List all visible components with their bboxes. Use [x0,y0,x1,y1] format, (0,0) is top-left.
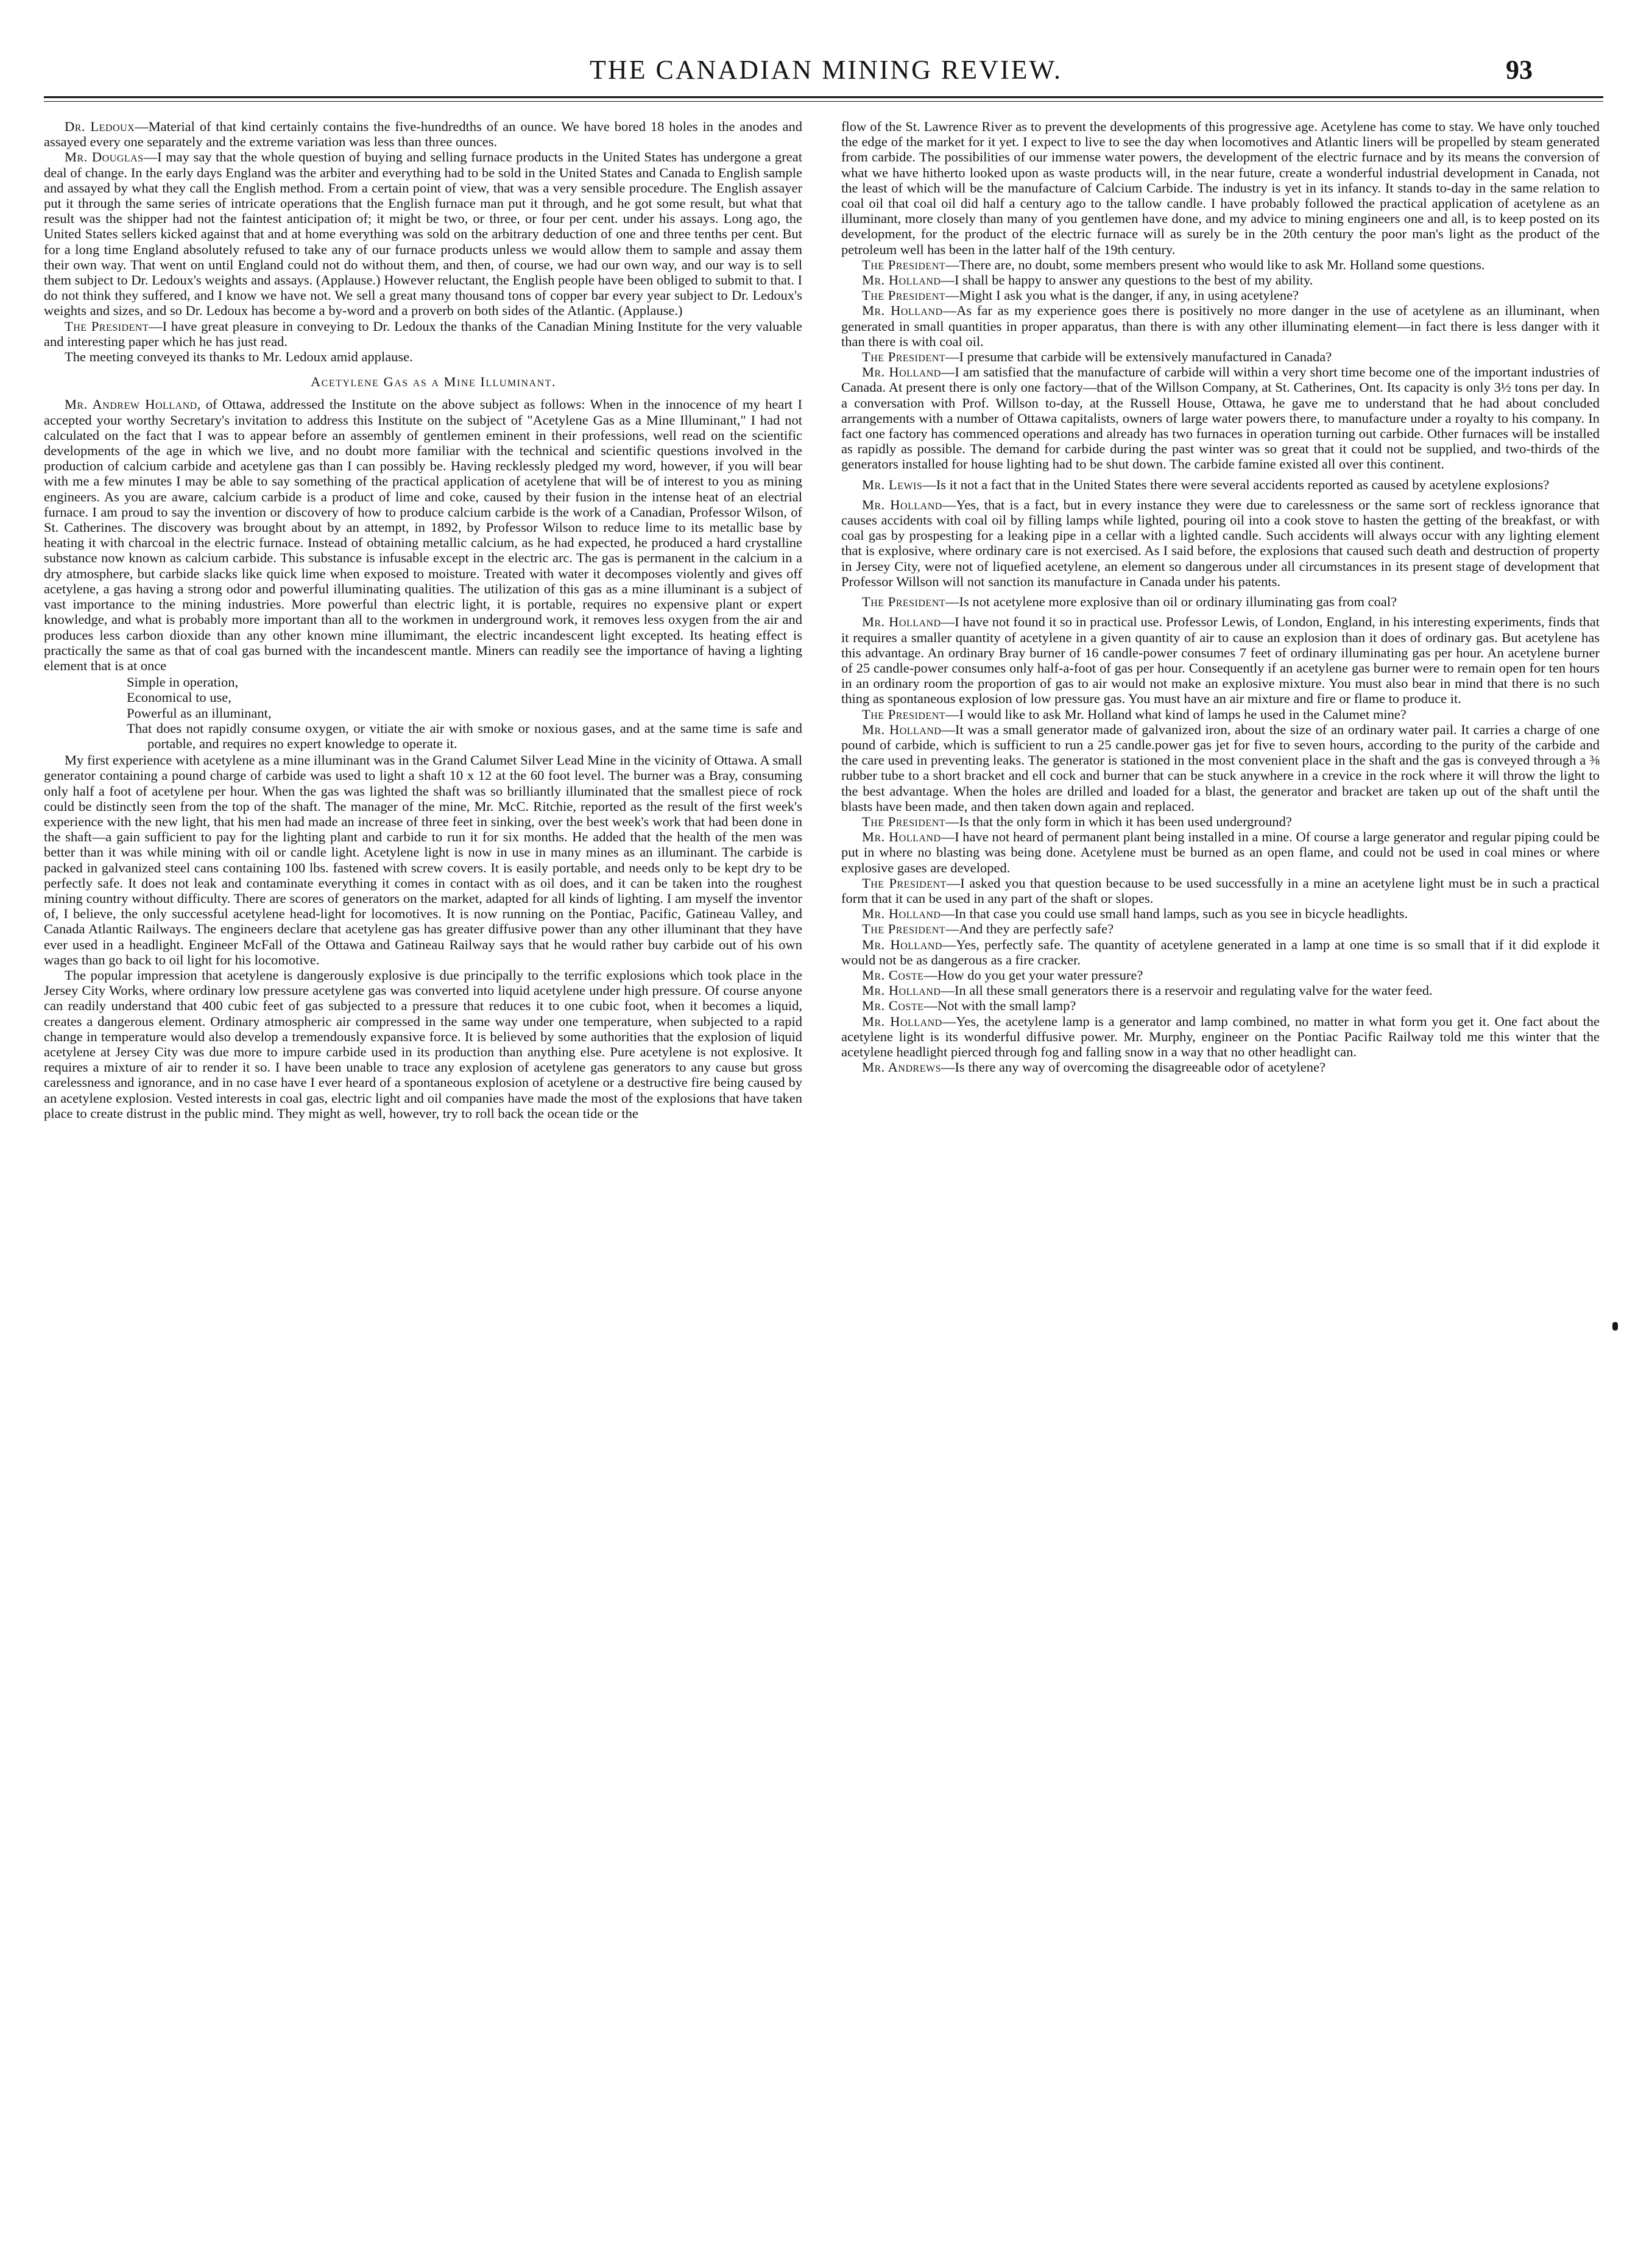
speaker: Mr. Holland [862,1013,942,1029]
paragraph [841,967,1600,983]
paragraph-text: —And they are perfectly safe? [945,921,1114,937]
paragraph-text: , of Ottawa, addressed the Institute on the above subject as follows: When in the innocence of my heart I accepted your worthy Secretary's invitation to address this Institute on the subject of "Acetylene Gas as a Mine Illuminant," I had not calculated on the fact that I was to appear before an assembly of gentlemen eminent in their professions, well read on the scientific developments of the age in which we live, and no doubt more familiar with the technical and scientific questions involved in the production of calcium carbide and acetylene gas than I can possibly be. Having recklessly pledged my word, however, if you will bear with me a few minutes I may be able to say something of the practical application of acetylene that will be of interest to you as mining engineers. As you are aware, calcium carbide is a product of lime and coke, caused by their fusion in the intense heat of an electrial furnace. I am proud to say the invention or discovery of how to produce calcium carbide is the work of a Canadian, Professor Wilson, of St. Catherines. The discovery was brought about by an attempt, in 1892, by Professor Wilson to reduce lime to its metallic base by heating it with charcoal in the electric furnace. Instead of obtaining metallic calcium, as he had expected, he produced a hard crystalline substance now known as calcium carbide. This substance is infusable except in the electric arc. The gas is permanent in the calcium in a dry atmosphere, but carbide slacks like quick lime when exposed to moisture. Treated with water it decomposes violently and gives off acetylene, a gas having a strong odor and powerful illuminating qualities. The utilization of this gas as a mine illuminant is a subject of vast importance to the mining industries. More powerful than electric light, it is portable, requires no expensive plant or expert knowledge, and what is probably more important than all to the workmen in underground work, it removes less oxygen from the air and produces less carbon dioxide than any other known mine illumimant, the electric incandescent light excepted. Its heating effect is practically the same as that of coal gas burned with the incandescent mantle. Miners can readily see the importance of having a lighting element that is at once [44,397,802,673]
speaker: Mr. Holland [862,497,942,512]
paragraph: The meeting conveyed its thanks to Mr. Ledoux amid applause. [65,349,413,365]
speaker: The President [862,594,946,610]
speaker: Mr. Coste [862,998,924,1014]
paragraph-text: —I would like to ask Mr. Holland what kind of lamps he used in the Calumet mine? [945,706,1407,722]
paragraph-text: —Yes, that is a fact, but in every instance they were due to carelessness or the same sort of reckless ignorance that causes accidents with coal oil by filling lamps while lighted, pouring oil into a cook stove to hasten the getting of the breakfast, or with coal gas by prospesting for a leaking pipe in a cellar with a lighted candle. Such accidents will always occur with any lighting element that is explosive, where ordinary care is not exercised. As I said before, the explosions that caused such death and destruction of property in Jersey City, were not of liquefied acetylene, an element so dangerous under all circumstances in its present stage of development that Professor Willson will not sanction its manufacture in Canada under his patents. [841,497,1600,589]
speaker: Dr. Ledoux [65,119,135,134]
header-rule [44,96,1603,98]
paragraph [841,257,1600,272]
speaker: The President [862,921,946,937]
paragraph: flow of the St. Lawrence River as to prevent the developments of this progressive age. Acetylene has come to stay. We have only touched the edge of the market for it yet. I expect to live to see the day when locomotives and Atlantic liners will be propelled by steam generated from carbide. The possibilities of our immense water powers, the development of the electric furnace and by its means the conversion of what we have hitherto looked upon as waste products will, in the near future, create a wonderful industrial development in Canada, not the least of which will be the manufacture of Calcium Carbide. The industry is yet in its infancy. It stands to-day in the same relation to coal oil that coal oil did half a century ago to the tallow candle. I have probably followed the practical application of acetylene as an illuminant, more closely than many of you gentlemen have done, and my advice to mining engineers one and all, is to keep posted on its development, for the product of the electric furnace will as surely be in the 20th century the poor man's light as the product of the petroleum well has been in the latter half of the 19th century. [841,119,1600,257]
list-item: Powerful as an illuminant, [127,705,272,721]
paragraph: The popular impression that acetylene is dangerously explosive is due principally to the terrific explosions which took place in the Jersey City Works, where ordinary low pressure acetylene gas was converted into liquid acetylene under high pressure. Of course anyone can readily understand that 400 cubic feet of gas subjected to a pressure that reduces it to one cubic foot, when it becomes a liquid, creates a dangerous element. Ordinary atmospheric air compressed in the same way under one temperature, when subjected to a rapid change in temperature would also develop a tremendously expansive force. It is believed by some authorities that the explosion of liquid acetylene at Jersey City was due more to impure carbide used in its production than anything else. Pure acetylene is not explosive. It requires a mixture of air to render it so. I have been unable to trace any explosion of acetylene gas generators to any cause but gross carelessness and ignorance, and in no case have I ever heard of a spontaneous explosion of acetylene or a destructive fire being caused by an acetylene explosion. Vested interests in coal gas, electric light and oil companies have made the most of the explosions that have taken place to create distrust in the public mind. They might as well, however, try to roll back the ocean tide or the [44,967,802,1121]
paragraph-text: —Yes, the acetylene lamp is a generator and lamp combined, no matter in what form you get it. One fact about the acetylene light is its wonderful diffusive power. Mr. Murphy, engineer on the Pontiac Pacific Railway told me this winter that the acetylene headlight pierced through fog and falling snow in a way that no other headlight can. [841,1013,1600,1059]
speaker: Mr. Holland [862,829,941,845]
list-item: Economical to use, [127,690,231,705]
speaker: Mr. Andrew Holland [65,397,197,412]
paragraph [841,1014,1600,1060]
paragraph-text: —I shall be happy to answer any questions to the best of my ability. [941,272,1313,288]
speaker: Mr. Holland [862,906,941,922]
left-column [44,119,802,2242]
paragraph [44,119,802,149]
speaker: The President [862,813,946,829]
list-item: Simple in operation, [127,674,239,690]
paragraph-text: —I have not found it so in practical use. Professor Lewis, of London, England, in his interesting experiments, finds that it requires a smaller quantity of acetylene in a given quantity of air to cause an explosion than it does of ordinary gas. But acetylene has this advantage. An ordinary Bray burner of 16 candle-power consumes 7 feet of ordinary illuminating gas per hour. An acetylene burner of 25 candle-power consumes only half-a-foot of gas per hour. Consequently if an acetylene gas burner were to remain open for ten hours in an ordinary room the proportion of gas to air would not make an explosive mixture. You must also bear in mind that there is no such thing as spontaneous explosion of low pressure gas. You must have an air mixture and fire or flame to produce it. [841,614,1600,707]
speaker: The President [862,349,946,365]
margin-ink-mark [1612,1322,1618,1331]
paragraph [841,998,1600,1013]
speaker: The President [862,288,946,303]
paragraph [841,921,1600,936]
paragraph-text: —I may say that the whole question of buying and selling furnace products in the United States has undergone a great deal of change. In the early days England was the arbiter and everything had to be sold in the United States and Canada to English sample and assayed by what they call the English method. From a certain point of view, that was a very sensible procedure. The English assayer put it through the same series of intricate operations that the English furnace man put it through, and he got some result, but what that result was the shipper had not the faintest anticipation of; it might be two, or three, or four per cent. under his assays. Long ago, the United States sellers kicked against that and at home everything was sold on the arbitrary deduction of one and three tenths per cent. But for a long time England absolutely refused to take any of our furnace products unless we would allow them to sample and assay them their own way. That went on until England could not do without them, and then, of course, we had our own way, and our way is to sell them subject to Dr. Ledoux's weights and assays. (Applause.) However reluctant, the English people have been obliged to submit to that. I do not think they suffered, and I know we have not. We sell a great many thousand tons of copper bar every year subject to Dr. Ledoux's weights and sizes, and so Dr. Ledoux has become a by-word and a proverb on both sides of the Atlantic. (Applause.) [44,149,802,319]
paragraph-text: —Is it not a fact that in the United States there were several accidents reported as caused by acetylene explosions? [922,476,1550,492]
paragraph [841,477,1600,492]
paragraph-text: —I asked you that question because to be used successfully in a mine an acetylene light must be in such a practical form that it can be used in any part of the shaft or slopes. [841,875,1600,906]
paragraph-text: —It was a small generator made of galvanized iron, about the size of an ordinary water pail. It carries a charge of one pound of carbide, which is sufficient to run a 25 candle.power gas jet for five to seven hours, according to the purity of the carbide and the care used in preventing leaks. The generator is stationed in the most convenient place in the shaft and the gas is conveyed through a ⅜ rubber tube to a short bracket and ell cock and burner that can be stuck anywhere in a crevice in the rock where it will throw the light to the best advantage. When the holes are drilled and loaded for a blast, the generator and bracket are taken up out of the shaft until the blasts have been made, and then taken down again and replaced. [841,721,1600,814]
paragraph [841,983,1600,998]
paragraph [841,1059,1600,1075]
paragraph-text: —I presume that carbide will be extensively manufactured in Canada? [945,349,1332,365]
speaker: Mr. Holland [862,303,943,319]
speaker: Mr. Holland [862,272,941,288]
speaker: Mr. Holland [862,983,941,999]
paragraph [841,875,1600,906]
paragraph-text: —I am satisfied that the manufacture of carbide will within a very short time become one of the important industries of Canada. At present there is only one factory—that of the Willson Company, at St. Catherines, Ont. Its capacity is only 3½ tons per day. In a conversation with Prof. Willson to-day, at the Russell House, Ottawa, he gave me to understand that he had about concluded arrangements with a number of Ottawa capitalists, owners of large water powers there, to manufacture under a royalty to his company. In fact one factory has commenced operations and already has two furnaces in operation turning out carbide. Other furnaces will be installed as rapidly as possible. The demand for carbide during the past winter was so great that it could not be supplied, and two-thirds of the generators installed for house lighting had to be shut down. The carbide famine existed all over this continent. [841,364,1600,472]
paragraph-text: —Is not acetylene more explosive than oil or ordinary illuminating gas from coal? [945,594,1397,610]
list-item: That does not rapidly consume oxygen, or vitiate the air with smoke or noxious gases, and at the same time is safe and portable, and requires no expert knowledge to operate it. [127,720,802,751]
paragraph-text: —As far as my experience goes there is positively no more danger in the use of acetylene as an illuminant, when generated in small quantities in proper apparatus, than there is with any other illuminating element—in fact there is less danger with it than there is with coal oil. [841,303,1600,349]
qualities-list [127,674,802,751]
paragraph [841,364,1600,472]
paragraph [841,349,1600,364]
speaker: Mr. Holland [862,614,941,630]
right-column [841,119,1600,2242]
speaker: The President [862,706,946,722]
running-head [0,52,1652,88]
speaker: Mr. Holland [862,721,942,737]
paragraph-text: —Not with the small lamp? [923,998,1076,1014]
paragraph [841,906,1600,921]
paragraph [841,303,1600,349]
speaker: Mr. Douglas [65,149,144,165]
paragraph-text: —I have not heard of permanent plant being installed in a mine. Of course a large generator and regular piping could be put in where no blasting was being done. Acetylene must be burned as an open flame, and could not be used in coal mines or where explosive gases are developed. [841,829,1600,875]
paragraph-text: —Might I ask you what is the danger, if any, in using acetylene? [945,288,1299,303]
speaker: Mr. Andrews [862,1059,941,1075]
paragraph [841,829,1600,875]
paragraph [44,149,802,318]
journal-title: THE CANADIAN MINING REVIEW. [590,55,1062,85]
paragraph-text: —In that case you could use small hand lamps, such as you see in bicycle headlights. [941,906,1408,922]
header-rule-thin [44,101,1603,102]
paragraph-text: —In all these small generators there is a reservoir and regulating valve for the water feed. [941,983,1433,999]
paragraph [44,397,802,673]
paragraph [841,614,1600,706]
paragraph-text: —How do you get your water pressure? [923,967,1143,983]
paragraph [841,272,1600,288]
paragraph [841,814,1600,829]
paragraph [841,722,1600,814]
paragraph [44,319,802,349]
paragraph-text: —There are, no doubt, some members present who would like to ask Mr. Holland some questions. [945,256,1485,272]
speaker: The President [65,318,149,334]
speaker: Mr. Holland [862,364,941,380]
paragraph-text: —Material of that kind certainly contains the five-hundredths of an ounce. We have bored 18 holes in the anodes and assayed every one separately and the extreme variation was less than three ounces. [44,119,802,150]
paragraph-text: —Is that the only form in which it has been used underground? [945,813,1292,829]
speaker: Mr. Lewis [862,476,923,492]
paragraph: My first experience with acetylene as a mine illuminant was in the Grand Calumet Silver Lead Mine in the vicinity of Ottawa. A small generator containing a pound charge of carbide was used to light a shaft 10 x 12 at the 60 foot level. The burner was a Bray, consuming only half a foot of acetylene per hour. When the gas was lighted the shaft was so brilliantly illuminated that the smallest piece of rock could be distinctly seen from the top of the shaft. The manager of the mine, Mr. McC. Ritchie, reported as the result of the first week's experience with the new light, that his men had made an increase of three feet in sinking, over the best week's work that had been done in the shaft—a gain sufficient to pay for the lighting plant and carbide to run it for six months. He added that the health of the men was better than it was while mining with oil or candle light. Acetylene light is now in use in many mines as an illuminant. The carbide is packed in galvanized steel cans containing 100 lbs. fastened with screw covers. It is easily portable, and needs only to be kept dry to be perfectly safe. It does not leak and contaminate everything it comes in contact with as oil does, and it can be taken into the roughest mining country without difficulty. There are scores of generators on the market, adapted for all kinds of lighting. I am myself the inventor of, I believe, the only successful acetylene head-light for locomotives. It is now running on the Pontiac, Pacific, Gatineau Valley, and Canada Atlantic Railways. The engineers declare that acetylene gas has greater diffusive power than any other illuminant that they have ever used in a headlight. Engineer McFall of the Ottawa and Gatineau Railway says that he would rather buy carbide out of his own wages than go back to oil light for his locomotive. [44,752,802,967]
speaker: The President [862,875,947,891]
paragraph [841,707,1600,722]
section-heading: Acetylene Gas as a Mine Illuminant. [310,374,557,390]
paragraph [841,288,1600,303]
paragraph-text: —Is there any way of overcoming the disagreeable odor of acetylene? [941,1059,1325,1075]
paragraph [841,937,1600,967]
paragraph-text: —I have great pleasure in conveying to Dr. Ledoux the thanks of the Canadian Mining Institute for the very valuable and interesting paper which he has just read. [44,318,802,349]
speaker: The President [862,256,946,272]
paragraph-text: —Yes, perfectly safe. The quantity of acetylene generated in a lamp at one time is so small that if it did explode it would not be as dangerous as a fire cracker. [841,936,1600,967]
paragraph [841,497,1600,589]
page-number: 93 [1506,55,1533,85]
paragraph [841,594,1600,609]
speaker: Mr. Holland [862,936,942,952]
speaker: Mr. Coste [862,967,924,983]
